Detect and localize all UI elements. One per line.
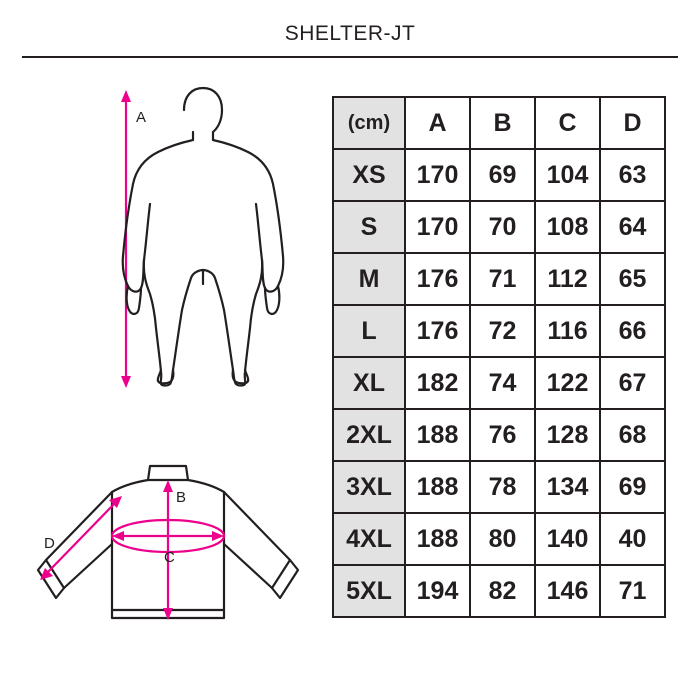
value-c: 140 [535, 513, 600, 565]
table-row [333, 513, 665, 565]
value-a: 188 [405, 461, 470, 513]
value-c: 104 [535, 149, 600, 201]
label-c: C [164, 549, 175, 566]
value-b: 69 [470, 149, 535, 201]
value-b: 76 [470, 409, 535, 461]
size-label: XL [333, 357, 405, 409]
value-b: 82 [470, 565, 535, 617]
column-header-c: C [535, 97, 600, 149]
value-d: 68 [600, 409, 665, 461]
label-b: B [176, 489, 187, 506]
value-a: 188 [405, 513, 470, 565]
table-row [333, 565, 665, 617]
jacket-diagram [18, 440, 318, 640]
value-c: 112 [535, 253, 600, 305]
value-a: 182 [405, 357, 470, 409]
value-c: 116 [535, 305, 600, 357]
column-header-b: B [470, 97, 535, 149]
value-c: 122 [535, 357, 600, 409]
value-a: 194 [405, 565, 470, 617]
size-label: XS [333, 149, 405, 201]
value-a: 176 [405, 305, 470, 357]
table-row [333, 201, 665, 253]
value-d: 63 [600, 149, 665, 201]
value-a: 188 [405, 409, 470, 461]
table-row [333, 461, 665, 513]
body-diagram [96, 84, 316, 414]
table-header-row [333, 97, 665, 149]
value-d: 67 [600, 357, 665, 409]
value-b: 71 [470, 253, 535, 305]
value-c: 108 [535, 201, 600, 253]
value-d: 69 [600, 461, 665, 513]
column-header-d: D [600, 97, 665, 149]
value-a: 176 [405, 253, 470, 305]
value-d: 71 [600, 565, 665, 617]
page-title: SHELTER-JT [284, 22, 416, 45]
table-row [333, 305, 665, 357]
value-a: 170 [405, 201, 470, 253]
column-header-a: A [405, 97, 470, 149]
label-a: A [136, 109, 147, 126]
value-a: 170 [405, 149, 470, 201]
size-label: L [333, 305, 405, 357]
table-row [333, 409, 665, 461]
height-measure-arrow [121, 90, 131, 388]
value-b: 80 [470, 513, 535, 565]
value-b: 72 [470, 305, 535, 357]
value-c: 146 [535, 565, 600, 617]
value-c: 128 [535, 409, 600, 461]
table-row [333, 253, 665, 305]
table-row [333, 149, 665, 201]
size-label: 4XL [333, 513, 405, 565]
value-d: 40 [600, 513, 665, 565]
jacket-measure-overlays [40, 480, 224, 620]
title-divider [22, 56, 678, 58]
size-label: M [333, 253, 405, 305]
value-b: 78 [470, 461, 535, 513]
value-c: 134 [535, 461, 600, 513]
size-label: S [333, 201, 405, 253]
value-b: 70 [470, 201, 535, 253]
unit-header: (cm) [333, 97, 405, 149]
label-d: D [44, 535, 55, 552]
size-label: 5XL [333, 565, 405, 617]
value-d: 64 [600, 201, 665, 253]
value-d: 65 [600, 253, 665, 305]
size-table [332, 96, 666, 618]
human-silhouette [123, 88, 284, 386]
size-label: 3XL [333, 461, 405, 513]
value-b: 74 [470, 357, 535, 409]
size-label: 2XL [333, 409, 405, 461]
value-d: 66 [600, 305, 665, 357]
table-row [333, 357, 665, 409]
